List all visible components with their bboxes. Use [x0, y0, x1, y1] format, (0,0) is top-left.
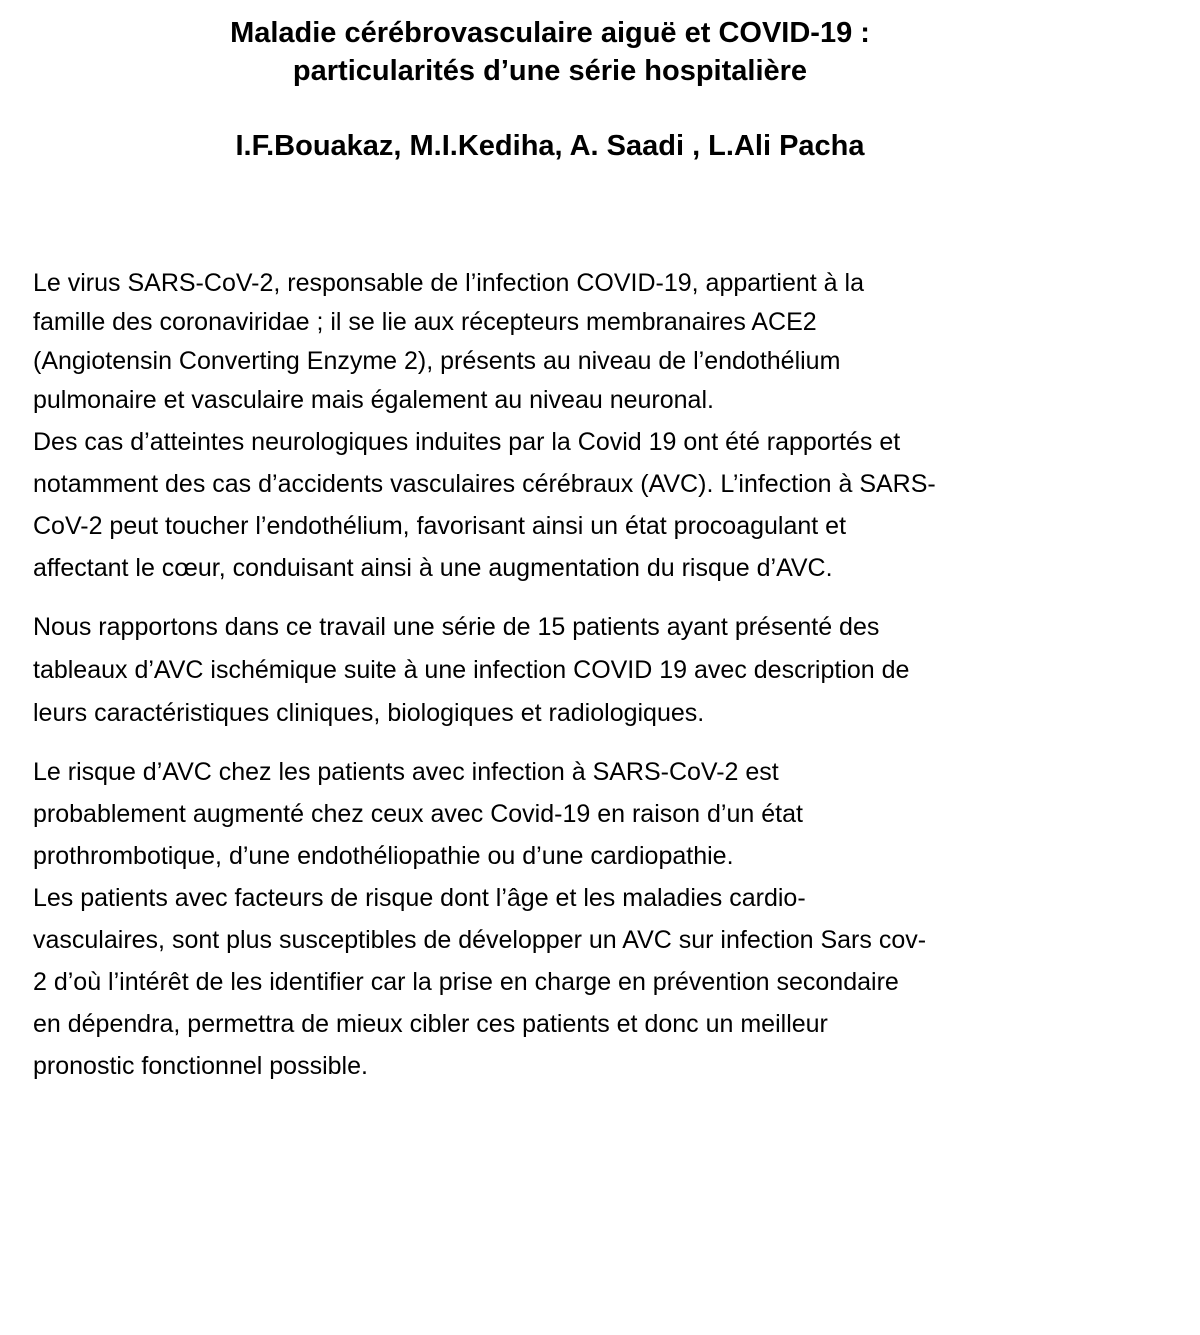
text-line: probablement augmenté chez ceux avec Covid-19 en raison d’un état	[33, 800, 803, 828]
paragraph-patient-series	[33, 606, 1093, 735]
text-line: famille des coronaviridae ; il se lie aux récepteurs membranaires ACE2	[33, 308, 817, 336]
text-line: prothrombotique, d’une endothéliopathie ou d’une cardiopathie.	[33, 842, 734, 870]
text-line: pronostic fonctionnel possible.	[33, 1052, 368, 1080]
paragraph-intro-virus	[33, 264, 1093, 420]
paragraph-stroke-risk	[33, 751, 1093, 877]
text-line: pulmonaire et vasculaire mais également au niveau neuronal.	[33, 386, 714, 414]
text-line: leurs caractéristiques cliniques, biologiques et radiologiques.	[33, 699, 705, 727]
text-line: vasculaires, sont plus susceptibles de développer un AVC sur infection Sars cov-	[33, 926, 927, 954]
text-line: (Angiotensin Converting Enzyme 2), présents au niveau de l’endothélium	[33, 347, 841, 375]
text-line: CoV-2 peut toucher l’endothélium, favorisant ainsi un état procoagulant et	[33, 512, 847, 540]
text-line: Des cas d’atteintes neurologiques induites par la Covid 19 ont été rapportés et	[33, 428, 901, 456]
document-title	[0, 14, 1100, 90]
text-line: Le risque d’AVC chez les patients avec infection à SARS-CoV-2 est	[33, 758, 779, 786]
text-line: tableaux d’AVC ischémique suite à une infection COVID 19 avec description de	[33, 656, 910, 684]
text-line: affectant le cœur, conduisant ainsi à une augmentation du risque d’AVC.	[33, 554, 833, 582]
text-line: notamment des cas d’accidents vasculaires cérébraux (AVC). L’infection à SARS-	[33, 470, 936, 498]
text-line: 2 d’où l’intérêt de les identifier car la prise en charge en prévention secondaire	[33, 968, 899, 996]
title-line: particularités d’une série hospitalière	[292, 55, 808, 87]
text-line: Le virus SARS-CoV-2, responsable de l’infection COVID-19, appartient à la	[33, 269, 864, 297]
text-line: Nous rapportons dans ce travail une série de 15 patients ayant présenté des	[33, 613, 880, 641]
paragraph-risk-factors	[33, 877, 1093, 1087]
title-line: Maladie cérébrovasculaire aiguë et COVID-19 :	[230, 17, 870, 49]
text-line: Les patients avec facteurs de risque dont l’âge et les maladies cardio-	[33, 884, 806, 912]
paragraph-neurological-cases	[33, 421, 1093, 589]
author-list: I.F.Bouakaz, M.I.Kediha, A. Saadi , L.Ali Pacha	[235, 130, 865, 162]
text-line: en dépendra, permettra de mieux cibler ces patients et donc un meilleur	[33, 1010, 828, 1038]
